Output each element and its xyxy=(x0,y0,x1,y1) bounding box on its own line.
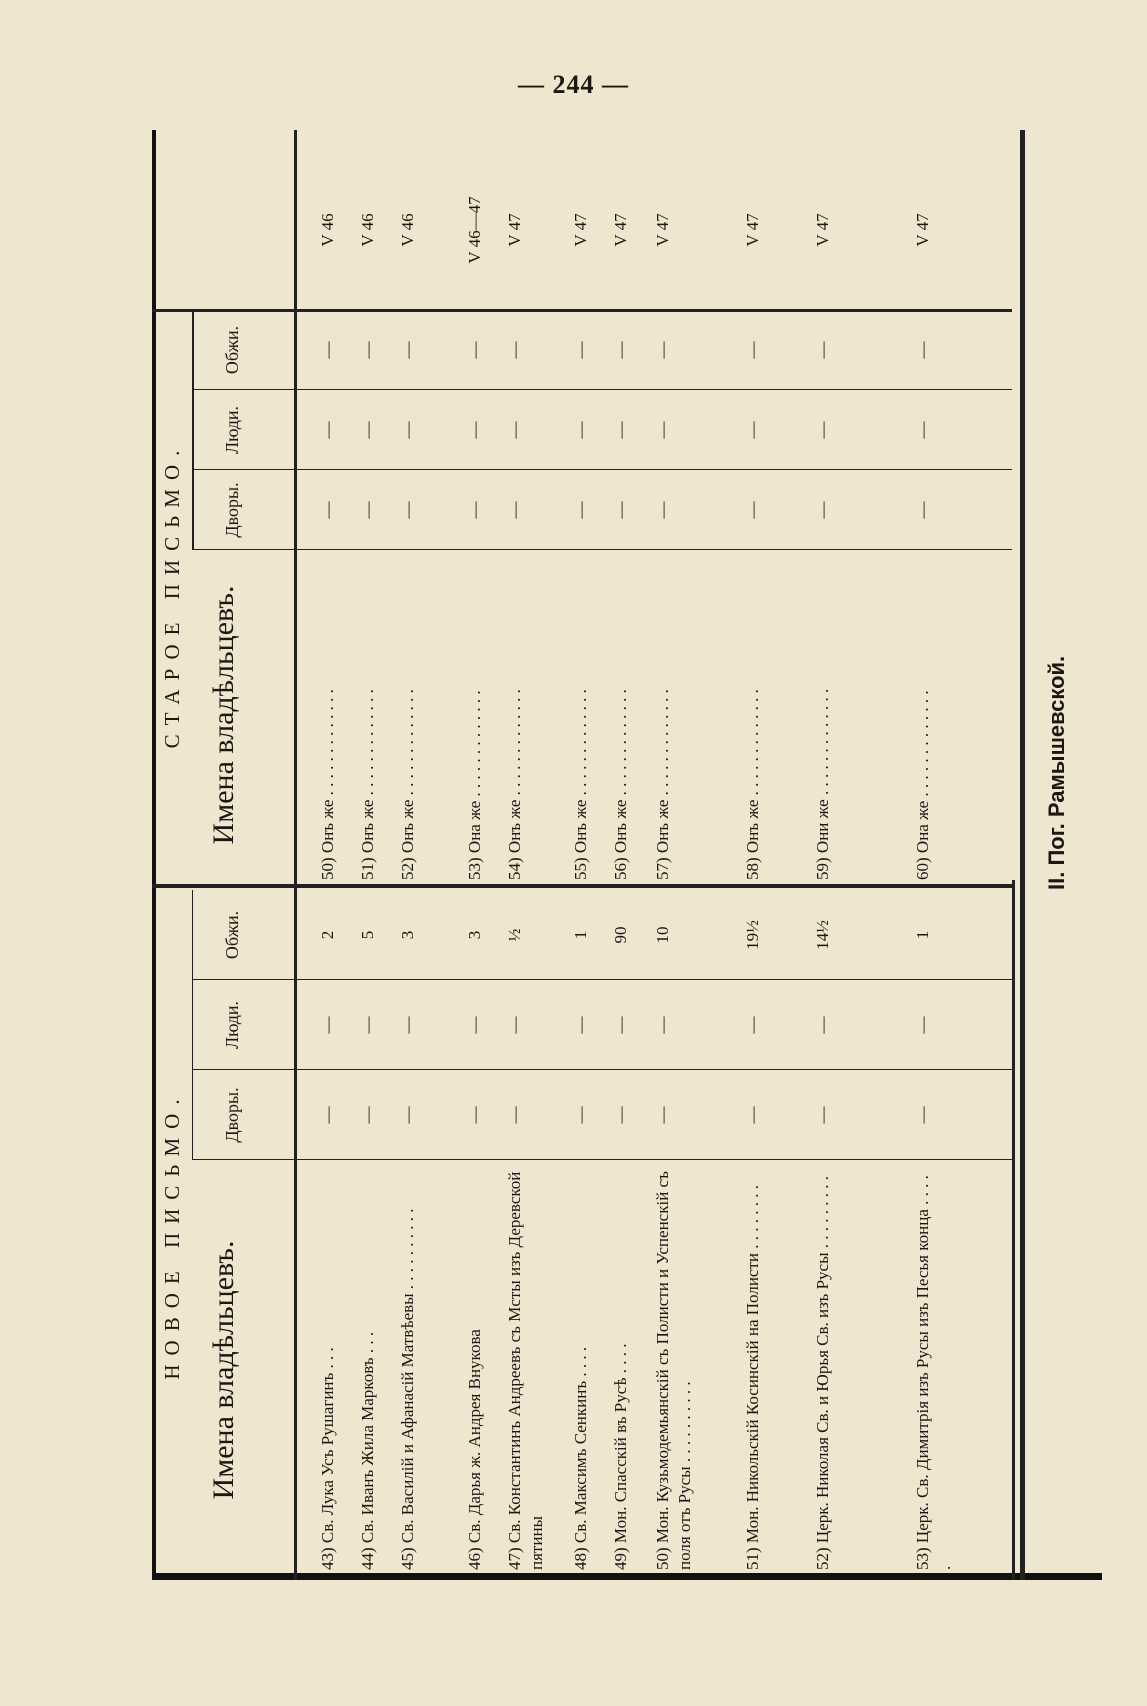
new-ljudi-value: — xyxy=(398,1016,417,1034)
new-owner-name: 53) Церк. Св. Димитрія изъ Русы изъ Песья конца . . . . . xyxy=(913,1175,954,1570)
source-reference: V 46—47 xyxy=(465,196,484,264)
new-obzhi-value: 3 xyxy=(465,930,484,940)
old-obzhi-value: — xyxy=(913,341,932,359)
source-reference: V 47 xyxy=(653,213,672,247)
new-dvory-header: Дворы. xyxy=(222,1087,242,1143)
new-owner-name: 44) Св. Иванъ Жила Марковъ . . . xyxy=(358,1331,377,1570)
header-rule xyxy=(294,130,297,1580)
old-ljudi-header: Люди. xyxy=(222,405,242,455)
page-number: — 244 — xyxy=(518,70,629,99)
source-reference: V 46 xyxy=(318,213,337,247)
new-dvory-value: — xyxy=(465,1106,484,1124)
old-ljudi-value: — xyxy=(913,421,932,439)
old-ljudi-value: — xyxy=(465,421,484,439)
new-ljudi-value: — xyxy=(653,1016,672,1034)
old-dvory-value: — xyxy=(743,501,762,519)
source-reference: V 47 xyxy=(571,213,590,247)
new-owner-name: 47) Св. Константинъ Андреевъ съ Мсты изъ Деревской пятины xyxy=(505,1171,546,1570)
new-ljudi-value: — xyxy=(743,1016,762,1034)
old-dvory-value: — xyxy=(318,501,337,519)
new-dvory-value: — xyxy=(505,1106,524,1124)
old-dvory-value: — xyxy=(913,501,932,519)
new-obzhi-header: Обжи. xyxy=(222,910,242,960)
old-obzhi-value: — xyxy=(358,341,377,359)
new-dvory-value: — xyxy=(398,1106,417,1124)
new-obzhi-value: 3 xyxy=(398,930,417,940)
old-obzhi-value: — xyxy=(465,341,484,359)
col-rule xyxy=(192,1159,1012,1160)
new-owner-name: 49) Мон. Спасскій въ Русѣ . . . . xyxy=(611,1343,630,1570)
old-ljudi-value: — xyxy=(358,421,377,439)
col-rule xyxy=(192,549,1012,550)
old-owner-name: 57) Онъ же . . . . . . . . . . . . . xyxy=(653,689,672,880)
old-owner-name: 51) Онъ же . . . . . . . . . . . . . xyxy=(358,689,377,880)
old-dvory-value: — xyxy=(571,501,590,519)
new-obzhi-value: 10 xyxy=(653,926,672,944)
old-subheader-rule xyxy=(192,310,194,550)
old-dvory-value: — xyxy=(358,501,377,519)
rotated-table xyxy=(152,130,1102,1580)
new-section-header: НОВОЕ ПИСЬМО. xyxy=(160,1090,184,1380)
old-obzhi-value: — xyxy=(653,341,672,359)
old-owner-name: 52) Онъ же . . . . . . . . . . . . . xyxy=(398,689,417,880)
old-owner-name: 56) Онъ же . . . . . . . . . . . . . xyxy=(611,689,630,880)
new-dvory-value: — xyxy=(653,1106,672,1124)
new-obzhi-value: 90 xyxy=(611,926,630,944)
old-obzhi-value: — xyxy=(611,341,630,359)
new-owner-name: 45) Св. Василій и Афанасій Матвѣевы . . . . . . . . . . xyxy=(398,1208,417,1570)
new-dvory-value: — xyxy=(913,1106,932,1124)
col-rule xyxy=(192,389,1012,390)
new-ljudi-value: — xyxy=(611,1016,630,1034)
old-owner-name: 53) Она же . . . . . . . . . . . . . xyxy=(465,690,484,880)
new-dvory-value: — xyxy=(813,1106,832,1124)
old-obzhi-value: — xyxy=(743,341,762,359)
old-owner-names-header: Имена владѣльцевъ. xyxy=(207,585,240,845)
new-owner-name: 43) Св. Лука Усъ Рушагинъ . . . xyxy=(318,1347,337,1570)
new-ljudi-value: — xyxy=(571,1016,590,1034)
new-owner-names-header: Имена владѣльцевъ. xyxy=(207,1240,240,1500)
new-dvory-value: — xyxy=(611,1106,630,1124)
new-ljudi-value: — xyxy=(813,1016,832,1034)
new-owner-name: 52) Церк. Николая Св. и Юрья Св. изъ Русы . . . . . . . . . xyxy=(813,1176,832,1570)
old-dvory-value: — xyxy=(653,501,672,519)
new-owner-name: 46) Св. Дарья ж. Андрея Внукова xyxy=(465,1329,484,1570)
col-rule xyxy=(192,979,1012,980)
source-reference: V 47 xyxy=(913,213,932,247)
source-reference: V 47 xyxy=(743,213,762,247)
new-obzhi-value: 5 xyxy=(358,930,377,940)
source-reference: V 47 xyxy=(611,213,630,247)
old-obzhi-value: — xyxy=(571,341,590,359)
old-ljudi-value: — xyxy=(813,421,832,439)
new-obzhi-value: 14½ xyxy=(813,920,832,950)
old-owner-name: 55) Онъ же . . . . . . . . . . . . . xyxy=(571,689,590,880)
new-owner-name: 48) Св. Максимъ Сенкинъ . . . . xyxy=(571,1346,590,1570)
old-ljudi-value: — xyxy=(653,421,672,439)
new-ljudi-value: — xyxy=(465,1016,484,1034)
bottom-rule xyxy=(1020,130,1025,1580)
old-owner-name: 60) Она же . . . . . . . . . . . . . xyxy=(913,690,932,880)
old-ljudi-value: — xyxy=(398,421,417,439)
new-dvory-value: — xyxy=(571,1106,590,1124)
section-divider xyxy=(152,884,1012,888)
new-obzhi-value: 19½ xyxy=(743,920,762,950)
old-dvory-value: — xyxy=(398,501,417,519)
old-dvory-value: — xyxy=(813,501,832,519)
new-owner-name: 51) Мон. Никольскій Косинскій на Полисти . . . . . . . . xyxy=(743,1185,762,1570)
old-owner-name: 59) Они же . . . . . . . . . . . . . xyxy=(813,688,832,880)
old-dvory-value: — xyxy=(505,501,524,519)
new-obzhi-value: ½ xyxy=(505,928,524,942)
source-reference: V 46 xyxy=(358,213,377,247)
old-owner-name: 58) Онъ же . . . . . . . . . . . . . xyxy=(743,689,762,880)
new-dvory-value: — xyxy=(318,1106,337,1124)
new-ljudi-header: Люди. xyxy=(222,1000,242,1050)
old-obzhi-value: — xyxy=(398,341,417,359)
old-owner-name: 54) Онъ же . . . . . . . . . . . . . xyxy=(505,689,524,880)
source-reference: V 47 xyxy=(813,213,832,247)
old-ljudi-value: — xyxy=(743,421,762,439)
new-dvory-value: — xyxy=(743,1106,762,1124)
new-subheader-rule xyxy=(192,890,193,1160)
new-owner-name: 50) Мон. Кузьмодемьянскій съ Полисти и Успенскій съ поля отъ Русы . . . . . . . . . . xyxy=(653,1171,694,1570)
col-rule xyxy=(192,1069,1012,1070)
old-dvory-header: Дворы. xyxy=(222,482,242,538)
old-dvory-value: — xyxy=(611,501,630,519)
source-reference: V 46 xyxy=(398,213,417,247)
new-ljudi-value: — xyxy=(358,1016,377,1034)
old-dvory-value: — xyxy=(465,501,484,519)
new-dvory-value: — xyxy=(358,1106,377,1124)
old-obzhi-value: — xyxy=(318,341,337,359)
old-ljudi-value: — xyxy=(571,421,590,439)
new-obzhi-value: 1 xyxy=(571,930,590,940)
new-obzhi-value: 1 xyxy=(913,930,932,940)
new-ljudi-value: — xyxy=(505,1016,524,1034)
new-ljudi-value: — xyxy=(318,1016,337,1034)
old-ljudi-value: — xyxy=(318,421,337,439)
old-obzhi-header: Обжи. xyxy=(222,325,242,375)
footer-rule xyxy=(1012,880,1015,1580)
new-ljudi-value: — xyxy=(913,1016,932,1034)
source-reference: V 47 xyxy=(505,213,524,247)
old-ljudi-value: — xyxy=(505,421,524,439)
table-footer xyxy=(1012,130,1102,1580)
old-section-header: СТАРОЕ ПИСЬМО. xyxy=(160,441,184,749)
old-obzhi-value: — xyxy=(505,341,524,359)
col-rule xyxy=(192,469,1012,470)
old-obzhi-value: — xyxy=(813,341,832,359)
old-owner-name: 50) Онъ же . . . . . . . . . . . . . xyxy=(318,689,337,880)
old-ljudi-value: — xyxy=(611,421,630,439)
section-title: II. Пог. Рамышевской. xyxy=(1044,655,1069,890)
new-obzhi-value: 2 xyxy=(318,930,337,940)
